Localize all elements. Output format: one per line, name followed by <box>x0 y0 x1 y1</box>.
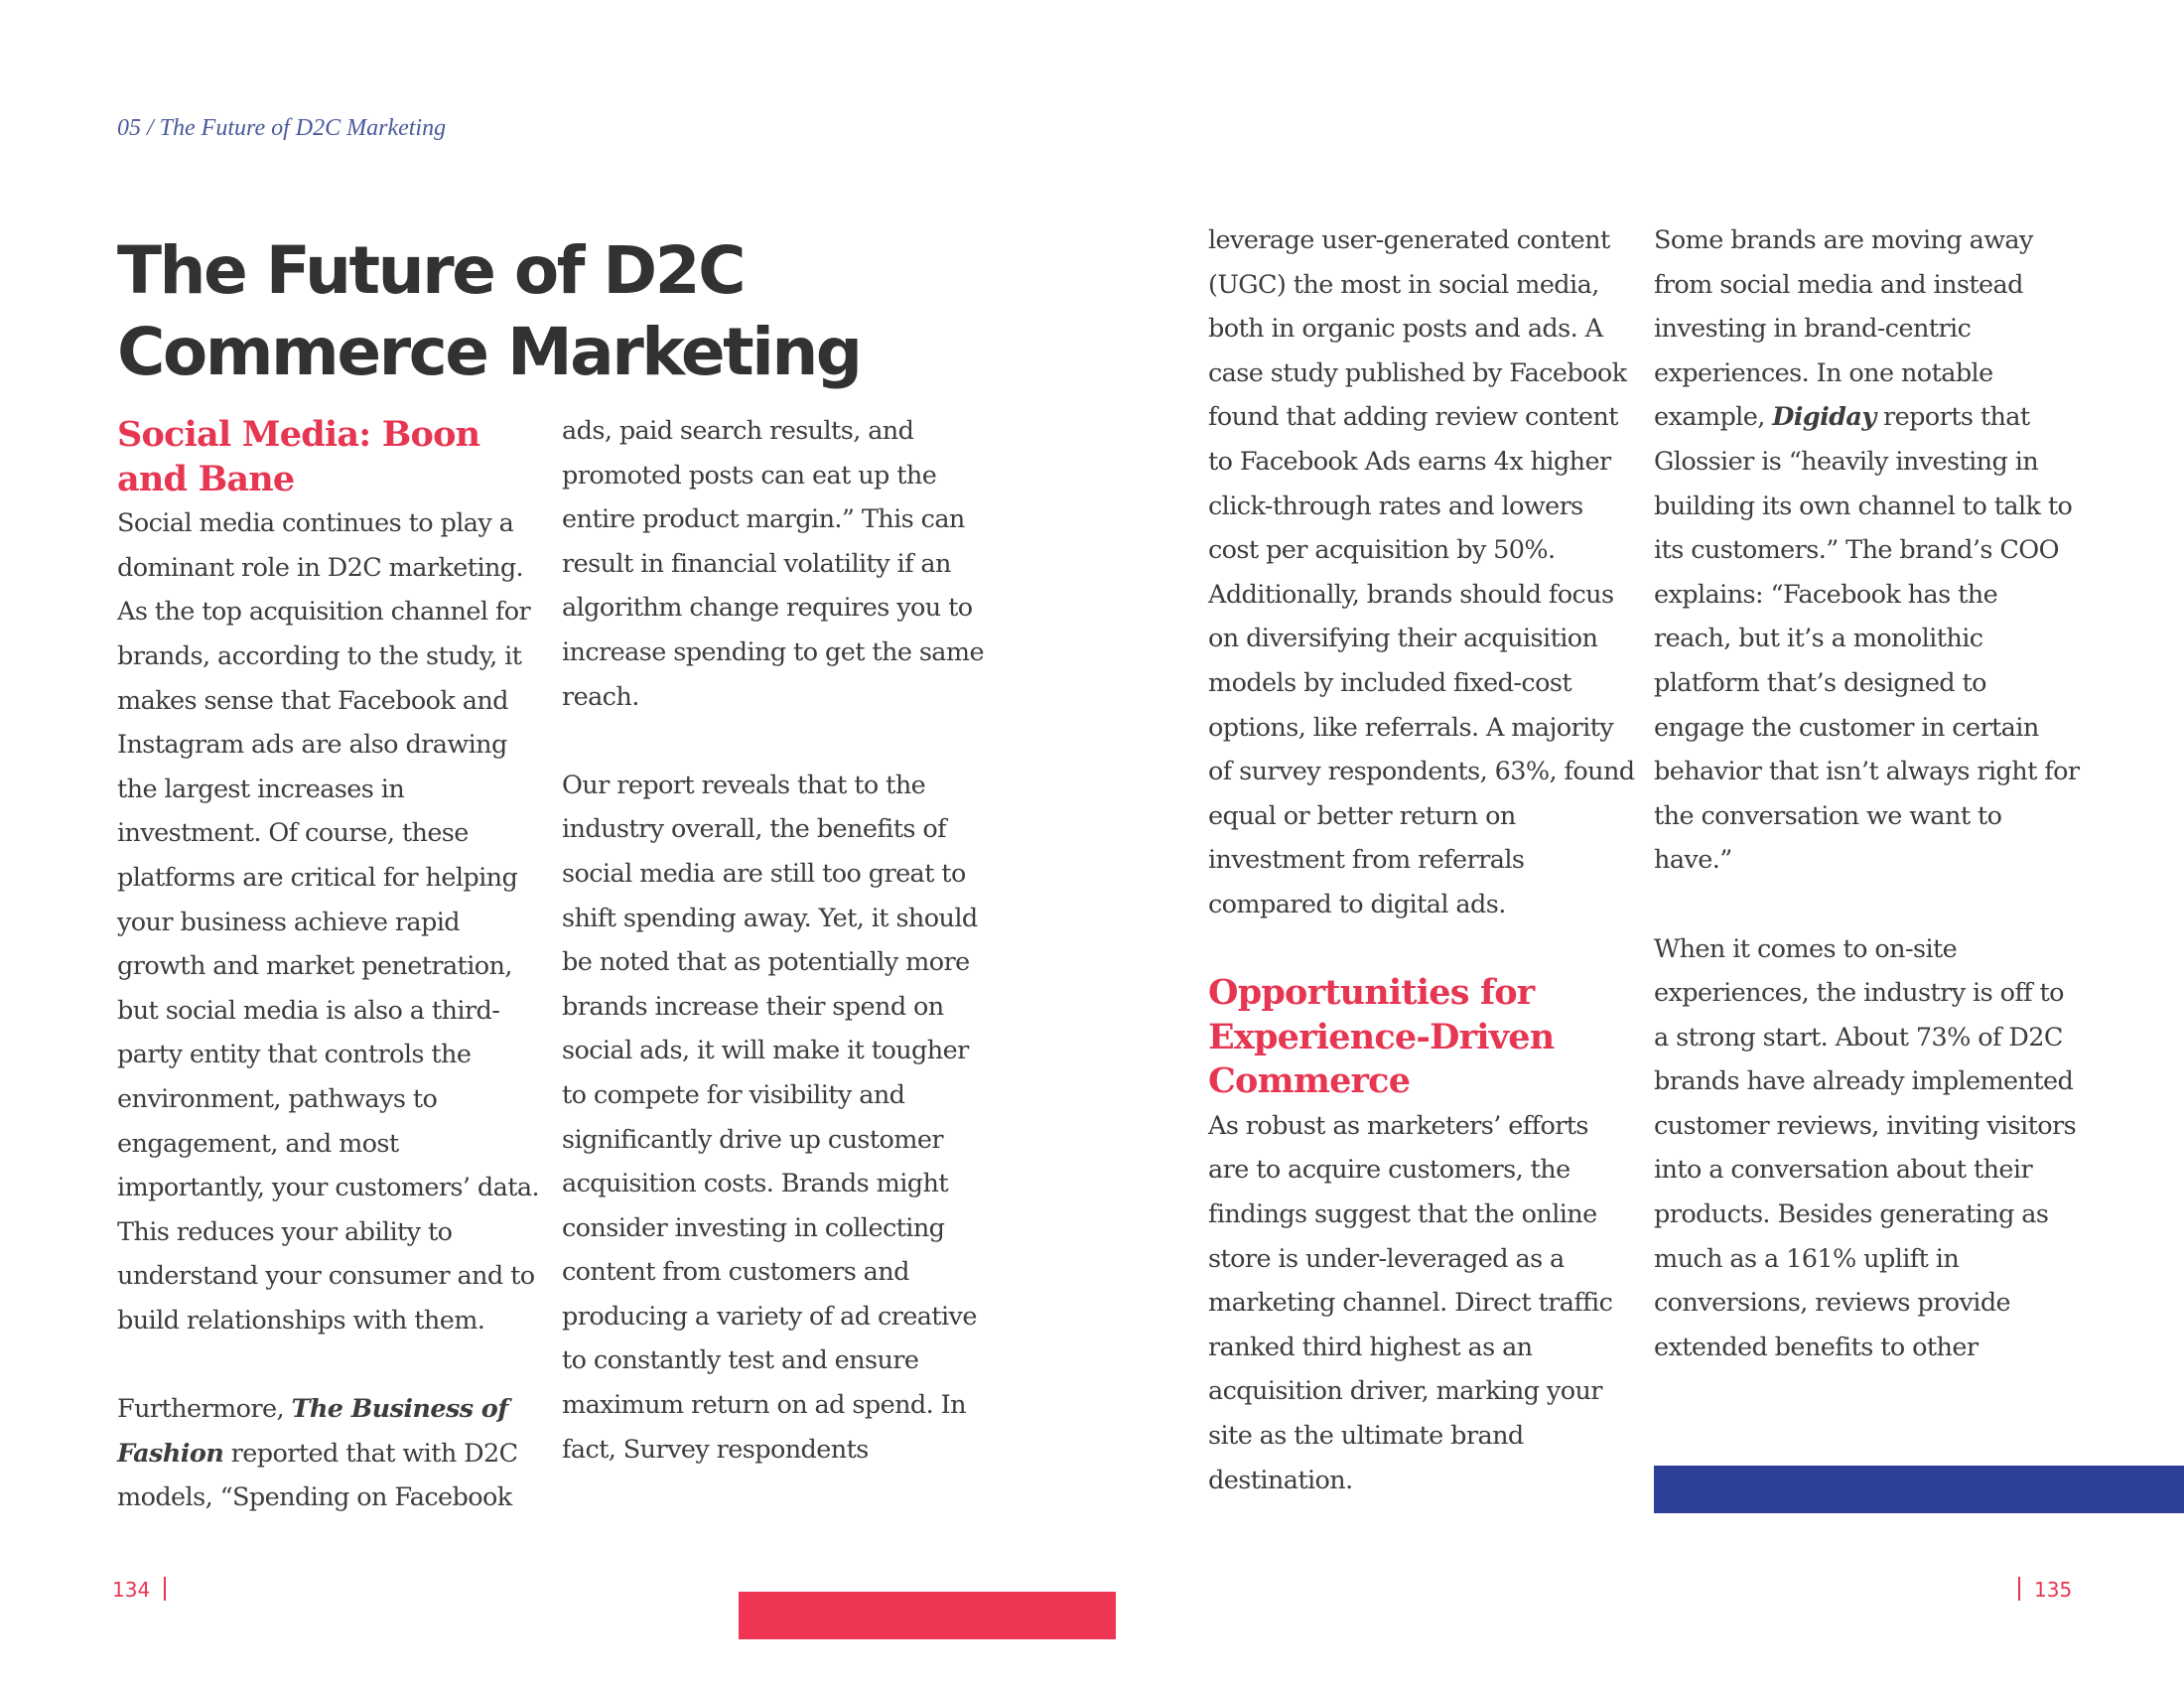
paragraph-text: reported that with D2C models, “Spending on Facebook <box>117 1438 518 1513</box>
page-number-text: 135 <box>2034 1578 2073 1602</box>
paragraph: As robust as marketers’ efforts are to acquire customers, the findings suggest that the online store is under-leveraged as a marketing channel. Direct traffic ranked third highest as an acquisition driver, marking your site as the ultimate brand destination. <box>1208 1110 1613 1495</box>
paragraph: Our report reveals that to the industry overall, the benefits of social media are still too great to shift spending away. Yet, it should be noted that as potentially more brands increase their spend on social ads, it will make it tougher to compete for visibility and significantly drive up customer acquisition costs. Brands might consider investing in collecting content from customers and producing a variety of ad creative to constantly test and ensure maximum return on ad spend. In fact, Survey respondents <box>562 770 978 1465</box>
column-2 <box>562 409 989 1472</box>
column-4 <box>1654 218 2081 1369</box>
section-heading-social-media: Social Media: Boon and Bane <box>117 414 480 499</box>
folio-divider <box>164 1577 166 1601</box>
column-3 <box>1208 218 1635 1502</box>
page-number-text: 134 <box>112 1578 151 1602</box>
folio-divider <box>2018 1577 2020 1601</box>
paragraph-text: reports that Glossier is “heavily investing in building its own channel to talk to its customers.” The brand’s COO explains: “Facebook has the reach, but it’s a monolithic platform that’s designed to engage the customer in certain behavior that isn’t always right for the conversation we want to have.” <box>1654 402 2080 876</box>
paragraph <box>117 1387 546 1520</box>
paragraph: ads, paid search results, and promoted posts can eat up the entire product margin.” This can result in financial volatility if an algorithm change requires you to increase spending to get the same reach. <box>562 416 984 712</box>
page-number-right <box>2018 1577 2072 1602</box>
section-heading-opportunities: Opportunities for Experience-Driven Commerce <box>1208 972 1555 1102</box>
decorative-bar-blue <box>1654 1466 2184 1513</box>
publication-title: The Business of Fashion <box>117 1394 508 1469</box>
paragraph: leverage user-generated content (UGC) the most in social media, both in organic posts and ads. A case study published by Facebook found that adding review content to Facebook Ads earns 4x higher click-through rates and lowers cost per acquisition by 50%. Additionally, brands should focus on diversifying their acquisition models by included fixed-cost options, like referrals. A majority of survey respondents, 63%, found equal or better return on investment from referrals compared to digital ads. <box>1208 225 1635 919</box>
column-1 <box>117 413 546 1520</box>
paragraph: Social media continues to play a dominant role in D2C marketing. As the top acquisition channel for brands, according to the study, it makes sense that Facebook and Instagram ads are also drawing the largest increases in investment. Of course, these platforms are critical for helping your business achieve rapid growth and market penetration, but social media is also a third-party entity that controls the environment, pathways to engagement, and most importantly, your customers’ data. This reduces your ability to understand your consumer and to build relationships with them. <box>117 508 540 1336</box>
paragraph-text: Some brands are moving away from social media and instead investing in brand-centric experiences. In one notable example, <box>1654 225 2033 433</box>
page-title: The Future of D2C Commerce Marketing <box>117 232 861 390</box>
page-number-left <box>112 1577 166 1602</box>
paragraph: When it comes to on-site experiences, the industry is off to a strong start. About 73% of D2C brands have already implemented customer reviews, inviting visitors into a conversation about their products. Besides generating as much as a 161% uplift in conversions, reviews provide extended benefits to other <box>1654 933 2077 1362</box>
running-head: 05 / The Future of D2C Marketing <box>117 115 447 141</box>
paragraph-text: Furthermore, <box>117 1394 292 1425</box>
decorative-bar-red <box>739 1592 1116 1639</box>
paragraph <box>1654 218 2081 883</box>
publication-title: Digiday <box>1772 402 1876 433</box>
